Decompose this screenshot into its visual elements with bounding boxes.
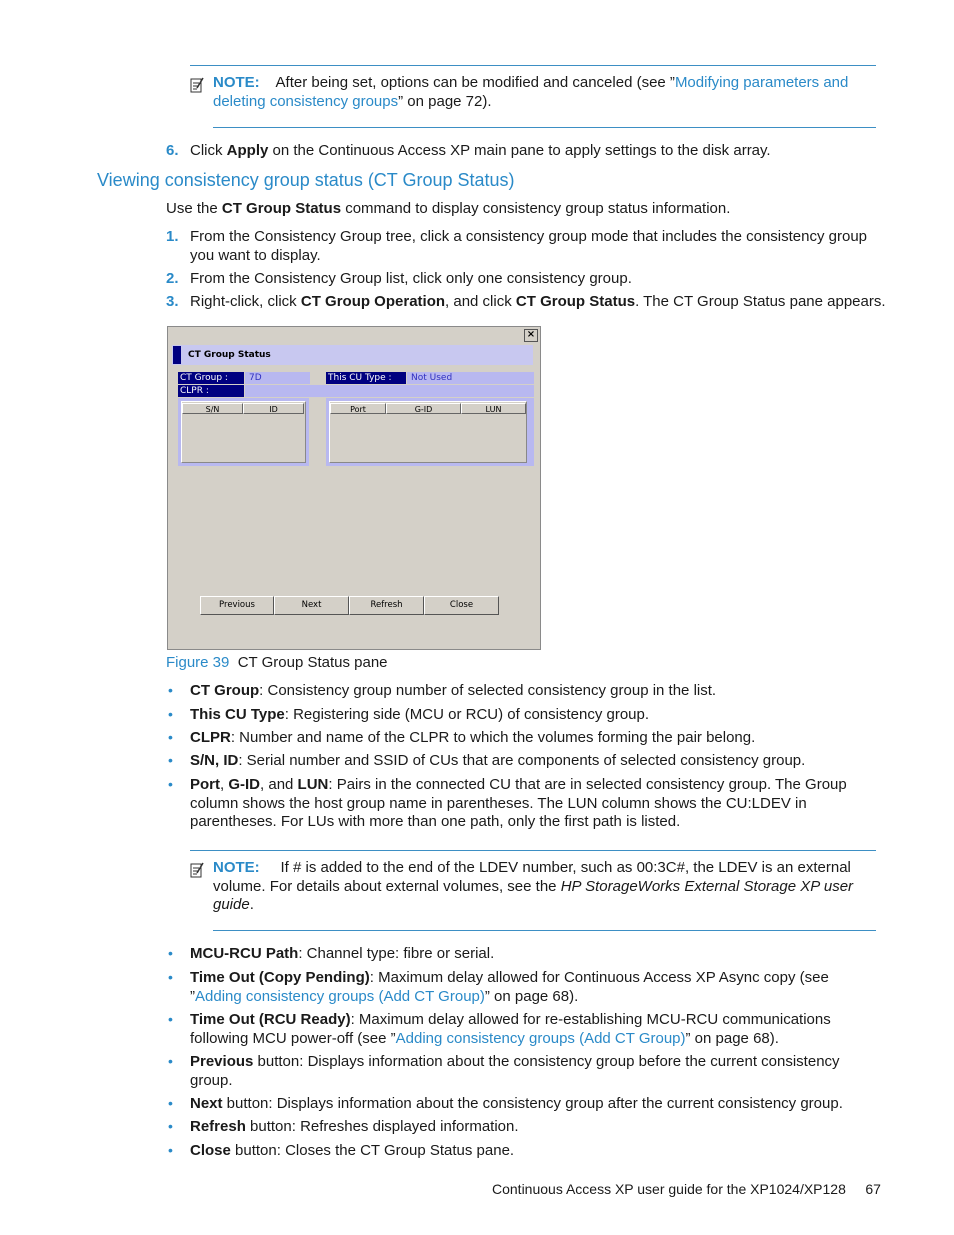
footer-title: Continuous Access XP user guide for the XP1024/XP128 [492,1181,846,1197]
bullet-marker: • [168,776,173,792]
step-6-text: Click Apply on the Continuous Access XP main pane to apply settings to the disk array. [190,142,771,159]
cu-type-strip [245,385,534,397]
note-icon [190,77,204,93]
note-top-rule [190,65,876,66]
link-deleting-consistency-groups[interactable]: deleting consistency groups [213,92,399,110]
bullet-mcu-rcu-path: MCU-RCU Path: Channel type: fibre or serial. [190,945,495,962]
note-bottom-rule [213,127,876,128]
bullet-marker: • [168,1011,173,1027]
bullet-clpr: CLPR: Number and name of the CLPR to which the volumes forming the pair belong. [190,729,756,746]
figure-caption: Figure 39 CT Group Status pane [166,654,388,671]
page-number: 67 [865,1181,881,1197]
bullet-marker: • [168,1095,173,1111]
note-top-rule [190,850,876,851]
bullet-timeout-copy-pending: Time Out (Copy Pending): Maximum delay allowed for Continuous Access XP Async copy (see ”Adding consistency groups (Add CT Group)” on page 68). [190,969,829,1005]
link-adding-consistency-groups[interactable]: Adding consistency groups (Add CT Group) [195,987,485,1005]
step-1-text: From the Consistency Group tree, click a consistency group mode that includes the consistency group you want to display. [190,228,867,264]
pane-title: CT Group Status [188,350,271,360]
step-number: 3. [166,293,179,310]
column-header-gid[interactable]: G-ID [386,403,461,414]
ct-group-label: CT Group : [178,372,244,384]
column-header-id[interactable]: ID [243,403,304,414]
bullet-marker: • [168,729,173,745]
bullet-marker: • [168,706,173,722]
title-marker [173,346,181,364]
step-number: 6. [166,142,179,159]
bullet-marker: • [168,1053,173,1069]
section-heading: Viewing consistency group status (CT Group Status) [97,170,515,190]
note-label: NOTE: [213,74,260,91]
bullet-marker: • [168,945,173,961]
cu-type-value: Not Used [407,372,534,384]
bullet-previous: Previous button: Displays information about the consistency group before the current consistency group. [190,1053,840,1089]
refresh-button[interactable]: Refresh [349,596,424,615]
bullet-ct-group: CT Group: Consistency group number of selected consistency group in the list. [190,682,717,699]
step-3-text: Right-click, click CT Group Operation, and click CT Group Status. The CT Group Status pane appears. [190,293,886,310]
step-2-text: From the Consistency Group list, click only one consistency group. [190,270,632,287]
ct-group-status-window [167,326,541,650]
column-header-lun[interactable]: LUN [461,403,526,414]
bullet-sn-id: S/N, ID: Serial number and SSID of CUs that are components of selected consistency group. [190,752,806,769]
close-icon[interactable]: × [524,329,538,342]
note-text: NOTE: After being set, options can be modified and canceled (see ”Modifying parameters and deleting consistency groups” on page 72). [213,74,849,110]
figure-label: Figure 39 [166,654,230,671]
bullet-refresh: Refresh button: Refreshes displayed information. [190,1118,519,1135]
clpr-label: CLPR : [178,385,244,397]
column-header-sn[interactable]: S/N [182,403,243,414]
cu-type-label: This CU Type : [326,372,406,384]
previous-button[interactable]: Previous [200,596,274,615]
footer [492,1180,881,1199]
note-label: NOTE: [213,859,260,876]
ct-group-value: 7D [245,372,310,384]
bullet-cu-type: This CU Type: Registering side (MCU or RCU) of consistency group. [190,706,650,723]
bullet-marker: • [168,1142,173,1158]
next-button[interactable]: Next [274,596,349,615]
close-button[interactable]: Close [424,596,499,615]
column-header-port[interactable]: Port [330,403,386,414]
bullet-next: Next button: Displays information about the consistency group after the current consistency group. [190,1095,843,1112]
link-adding-consistency-groups[interactable]: Adding consistency groups (Add CT Group) [395,1029,686,1047]
bullet-timeout-rcu-ready: Time Out (RCU Ready): Maximum delay allowed for re-establishing MCU-RCU communications following MCU power-off (see ”Adding consistency groups (Add CT Group)” on page 68). [190,1011,831,1047]
bullet-marker: • [168,752,173,768]
bullet-port-gid-lun: Port, G-ID, and LUN: Pairs in the connected CU that are in selected consistency group. The Group column shows the host group name in parentheses. The LUN column shows the CU:LDEV in parentheses. For LUs with more than one path, only the first path is listed. [190,776,847,830]
note-icon [190,862,204,878]
step-number: 2. [166,270,179,287]
note-text: NOTE: If # is added to the end of the LDEV number, such as 00:3C#, the LDEV is an external volume. For details about external volumes, see the HP StorageWorks External Storage XP user guide. [213,859,854,913]
bullet-marker: • [168,682,173,698]
bullet-marker: • [168,1118,173,1134]
bullet-marker: • [168,969,173,985]
bullet-close: Close button: Closes the CT Group Status pane. [190,1142,515,1159]
note-bottom-rule [213,930,876,931]
intro-text: Use the CT Group Status command to display consistency group status information. [166,200,731,217]
link-modifying-parameters[interactable]: Modifying parameters and [674,74,849,91]
step-number: 1. [166,228,179,245]
